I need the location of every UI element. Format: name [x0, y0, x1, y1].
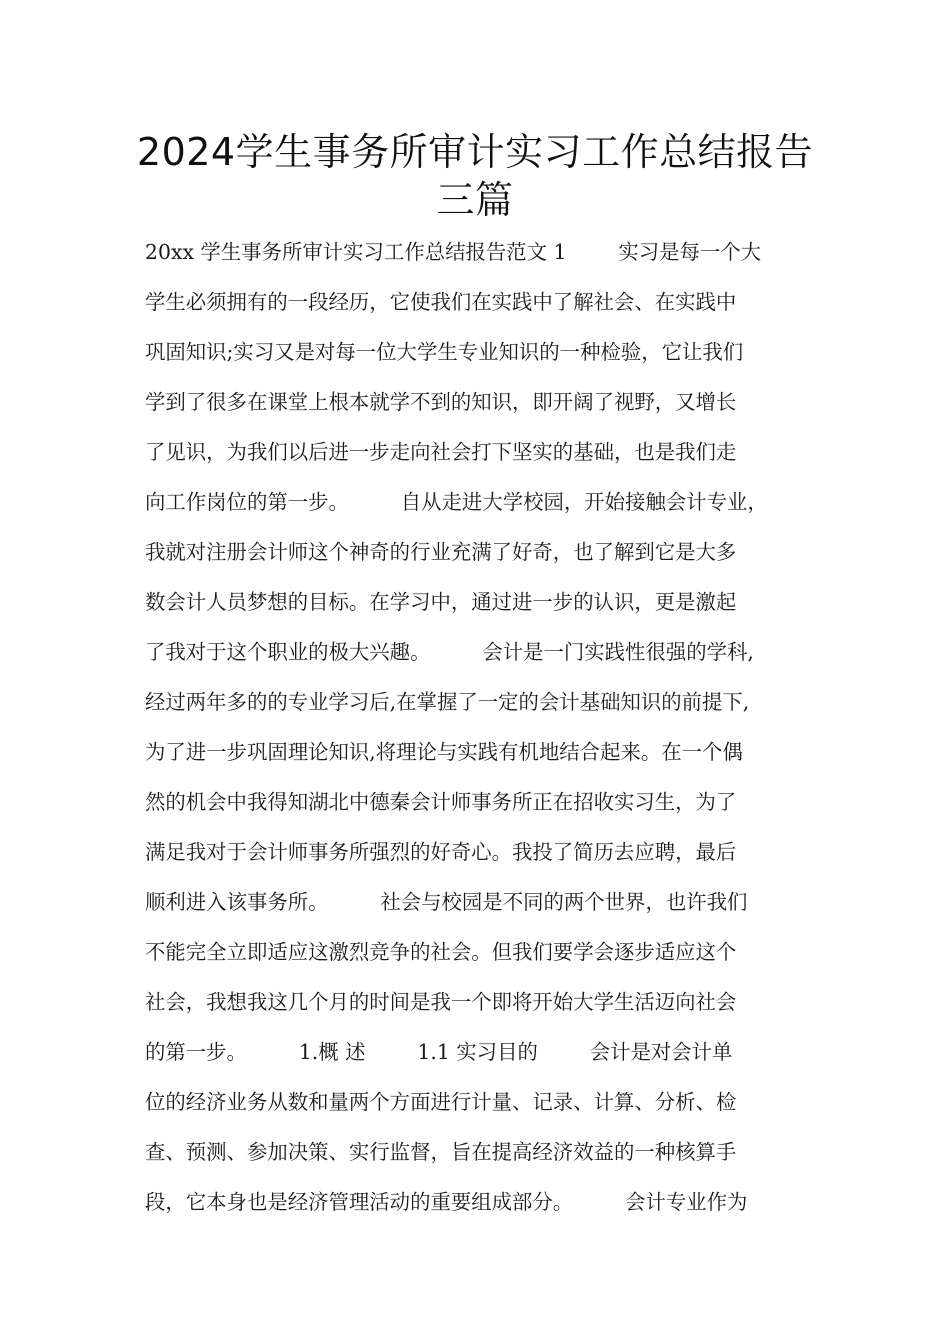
body-line: 经过两年多的的专业学习后,在掌握了一定的会计基础知识的前提下,	[145, 690, 750, 714]
body-line: 了见识，为我们以后进一步走向社会打下坚实的基础，也是我们走	[145, 440, 737, 464]
body-line: 了我对于这个职业的极大兴趣。 会计是一门实践性很强的学科,	[145, 640, 754, 664]
body-line: 巩固知识;实习又是对每一位大学生专业知识的一种检验，它让我们	[145, 340, 744, 364]
body-line: 位的经济业务从数和量两个方面进行计量、记录、计算、分析、检	[145, 1090, 737, 1114]
body-line: 满足我对于会计师事务所强烈的好奇心。我投了简历去应聘，最后	[145, 840, 737, 864]
body-line: 为了进一步巩固理论知识,将理论与实践有机地结合起来。在一个偶	[145, 740, 743, 764]
body-line: 数会计人员梦想的目标。在学习中，通过进一步的认识，更是激起	[145, 590, 737, 614]
body-line: 我就对注册会计师这个神奇的行业充满了好奇，也了解到它是大多	[145, 540, 737, 564]
body-line: 顺利进入该事务所。 社会与校园是不同的两个世界，也许我们	[145, 890, 748, 914]
document-title	[100, 128, 850, 224]
body-line: 的第一步。 1.概 述 1.1 实习目的 会计是对会计单	[145, 1040, 733, 1064]
body-line: 然的机会中我得知湖北中德秦会计师事务所正在招收实习生，为了	[145, 790, 737, 814]
body-line: 学生必须拥有的一段经历，它使我们在实践中了解社会、在实践中	[145, 290, 737, 314]
body-line: 20xx 学生事务所审计实习工作总结报告范文 1 实习是每一个大	[145, 240, 762, 264]
body-line: 段，它本身也是经济管理活动的重要组成部分。 会计专业作为	[145, 1190, 748, 1214]
title-line-2: 三篇	[436, 178, 514, 222]
body-line: 社会，我想我这几个月的时间是我一个即将开始大学生活迈向社会	[145, 990, 737, 1014]
body-line: 向工作岗位的第一步。 自从走进大学校园，开始接触会计专业，	[145, 490, 768, 514]
body-line: 学到了很多在课堂上根本就学不到的知识，即开阔了视野，又增长	[145, 390, 737, 414]
document-body	[145, 227, 815, 1227]
body-line: 不能完全立即适应这激烈竞争的社会。但我们要学会逐步适应这个	[145, 940, 737, 964]
title-line-1: 2024学生事务所审计实习工作总结报告	[136, 130, 814, 174]
body-line: 查、预测、参加决策、实行监督，旨在提高经济效益的一种核算手	[145, 1140, 737, 1164]
